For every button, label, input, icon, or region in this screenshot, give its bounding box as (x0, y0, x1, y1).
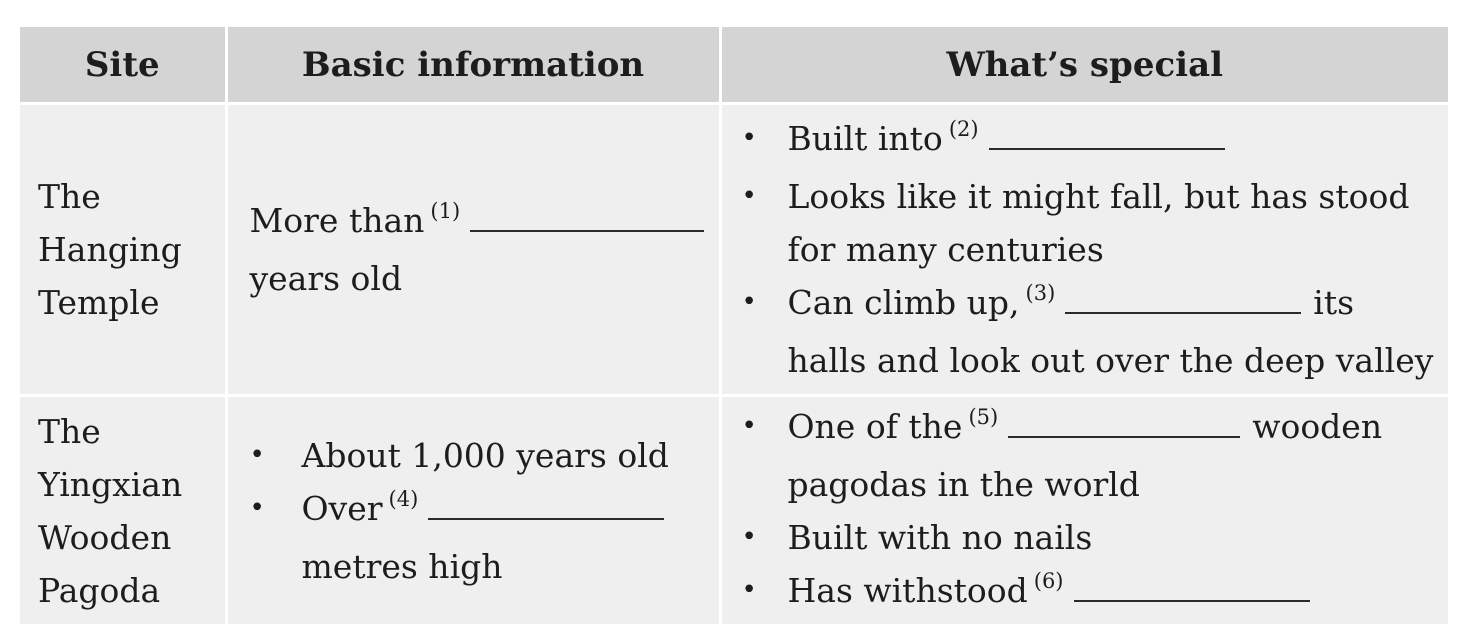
list-item-text: Has withstood (787, 570, 1028, 610)
list-item-line (788, 276, 1449, 334)
header-basic-information: Basic information (226, 27, 720, 104)
basic-info-cell-yingxian-pagoda (226, 396, 720, 624)
list-item-line (788, 400, 1449, 458)
table-row-yingxian-pagoda (20, 396, 1448, 624)
list-item (742, 564, 1449, 622)
list-item-line (788, 112, 1449, 170)
bullet-icon: • (249, 439, 265, 470)
basic-info-text: More than (249, 201, 425, 241)
answer-blank-2[interactable] (989, 118, 1225, 150)
special-cell-hanging-temple (720, 104, 1448, 396)
site-name-line: Temple (38, 283, 160, 323)
answer-blank-1[interactable] (470, 200, 704, 232)
header-whats-special: What’s special (720, 27, 1448, 104)
question-number-4: (4) (388, 486, 419, 511)
list-item-line (788, 564, 1449, 622)
bullet-icon: • (249, 492, 265, 523)
site-name-line: The (38, 411, 101, 451)
bullet-icon: • (741, 181, 757, 212)
list-item (742, 400, 1449, 511)
list-item-line: halls and look out over the deep valley (787, 341, 1434, 381)
table-row-hanging-temple (20, 104, 1448, 396)
list-item-text: One of the (787, 406, 963, 446)
question-number-6: (6) (1033, 568, 1064, 593)
bullet-icon: • (741, 123, 757, 154)
answer-blank-3[interactable] (1065, 282, 1301, 314)
question-number-1: (1) (430, 199, 461, 224)
site-name-line: Wooden (38, 517, 172, 557)
bullet-icon: • (741, 574, 757, 605)
list-item-line: About 1,000 years old (301, 435, 669, 475)
basic-list-yingxian-pagoda (250, 429, 719, 593)
list-item-text: its (1313, 283, 1355, 323)
bullet-icon: • (741, 521, 757, 552)
answer-blank-5[interactable] (1008, 406, 1240, 438)
list-item-line: Built with no nails (787, 517, 1093, 557)
site-name-line: Yingxian (38, 464, 183, 504)
list-item-line: metres high (301, 546, 503, 586)
site-cell-yingxian-pagoda (20, 396, 226, 624)
site-name-line: Pagoda (38, 570, 161, 610)
answer-blank-4[interactable] (428, 488, 664, 520)
site-name-line: Hanging (38, 230, 182, 270)
special-list-hanging-temple (722, 112, 1449, 387)
question-number-3: (3) (1025, 281, 1056, 306)
list-item-text: wooden (1252, 406, 1383, 446)
site-name-line: The (38, 177, 101, 217)
question-number-2: (2) (948, 117, 979, 142)
special-cell-yingxian-pagoda (720, 396, 1448, 624)
basic-info-line: years old (249, 259, 403, 299)
list-item (250, 482, 719, 593)
list-item-line: for many centuries (787, 230, 1104, 270)
list-item (742, 170, 1449, 276)
table-header-row (20, 27, 1448, 104)
bullet-icon: • (741, 410, 757, 441)
list-item (742, 276, 1449, 387)
list-item-line: Looks like it might fall, but has stood (787, 177, 1410, 217)
list-item-line (302, 482, 719, 540)
bullet-icon: • (741, 287, 757, 318)
site-cell-hanging-temple (20, 104, 226, 396)
answer-blank-6[interactable] (1074, 570, 1310, 602)
special-list-yingxian-pagoda (722, 400, 1449, 622)
basic-info-cell-hanging-temple (226, 104, 720, 396)
list-item-text: Built into (787, 119, 943, 159)
list-item (250, 429, 719, 482)
list-item-text: Can climb up, (787, 283, 1020, 323)
information-table (20, 27, 1448, 624)
list-item-line: pagodas in the world (787, 464, 1140, 504)
basic-info-line (250, 194, 719, 252)
list-item (742, 511, 1449, 564)
list-item (742, 112, 1449, 170)
header-site: Site (20, 27, 226, 104)
question-number-5: (5) (968, 404, 999, 429)
list-item-text: Over (301, 488, 383, 528)
